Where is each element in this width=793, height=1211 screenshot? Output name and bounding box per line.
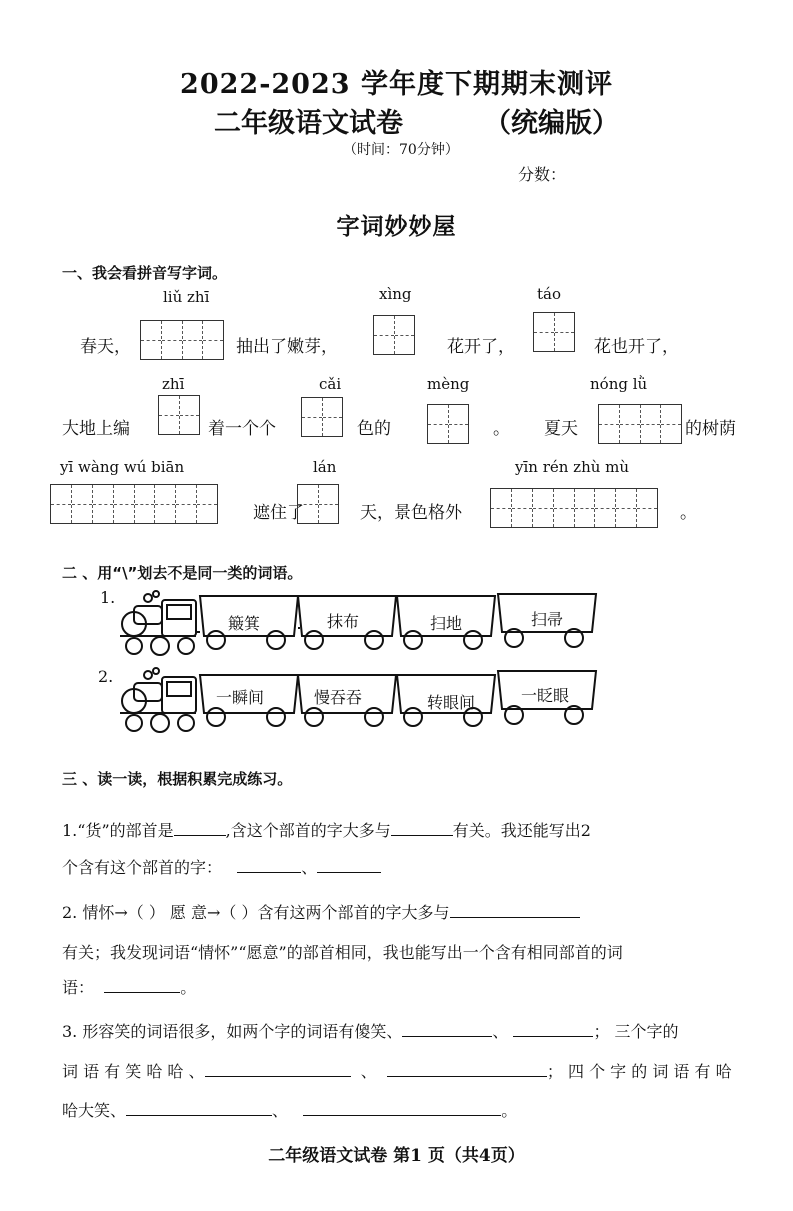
exam-title: 2022-2023 学年度下期期末测评 bbox=[180, 69, 613, 100]
q3-text-a: 3. 形容笑的词语很多，如两个字的词语有傻笑、 bbox=[62, 1022, 403, 1041]
pinyin-yinrenzhumu: yīn rén zhù mù bbox=[515, 458, 630, 476]
score-label: 分数： bbox=[518, 165, 567, 184]
text-earth: 大地上编 bbox=[62, 419, 130, 439]
pinyin-liuzhi: liǔ zhī bbox=[163, 288, 210, 306]
train1-word-3[interactable]: 扫地 bbox=[430, 614, 463, 633]
q3-text-h: 、 bbox=[272, 1101, 289, 1120]
section3-heading: 三 、读一读，根据积累完成练习。 bbox=[62, 770, 293, 788]
train1-word-1[interactable]: 簸箕 bbox=[228, 614, 261, 633]
train2-word-2[interactable]: 慢吞吞 bbox=[314, 688, 363, 707]
text-covered: 遮住了 bbox=[253, 503, 304, 523]
q2-text-a: 2. 情怀→（ ） 愿 意→（ ）含有这两个部首的字大多与 bbox=[62, 903, 450, 922]
text-period1: 。 bbox=[493, 419, 510, 439]
text-also-bloom: 花也开了， bbox=[594, 337, 679, 357]
text-bloom: 花开了， bbox=[447, 337, 515, 357]
answer-box-meng[interactable] bbox=[427, 404, 469, 444]
q3-blank-four-char1[interactable] bbox=[126, 1101, 272, 1116]
train2-number: 2. bbox=[98, 667, 114, 686]
q1-text-b: ,含这个部首的字大多与 bbox=[225, 821, 391, 840]
answer-box-xing[interactable] bbox=[373, 315, 415, 355]
text-summer: 夏天 bbox=[544, 419, 578, 439]
q3-text-d: 词 语 有 笑 哈 哈 、 bbox=[62, 1062, 205, 1081]
q3-blank-two-char1[interactable] bbox=[402, 1022, 492, 1037]
pinyin-nonglv: nóng lǜ bbox=[590, 375, 648, 393]
train1-word-2[interactable]: 抹布 bbox=[327, 612, 360, 631]
question-1-line2 bbox=[62, 855, 381, 878]
text-spring: 春天， bbox=[80, 337, 131, 357]
q3-blank-four-char2[interactable] bbox=[303, 1101, 501, 1116]
q3-text-c: ； 三个字的 bbox=[593, 1022, 679, 1041]
section1-heading: 一、我会看拼音写字词。 bbox=[62, 264, 228, 282]
q1-blank-char2[interactable] bbox=[317, 858, 381, 873]
section-banner: 字词妙妙屋 bbox=[336, 214, 457, 240]
text-scenery: 天，景色格外 bbox=[360, 503, 462, 523]
question-2-line3 bbox=[62, 975, 196, 998]
text-colored: 色的 bbox=[357, 419, 391, 439]
pinyin-cai: cǎi bbox=[319, 375, 342, 393]
q3-text-i: 。 bbox=[501, 1101, 518, 1120]
answer-box-cai[interactable] bbox=[301, 397, 343, 437]
text-sprout: 抽出了嫩芽， bbox=[236, 337, 338, 357]
pinyin-tao: táo bbox=[537, 285, 562, 303]
text-period2: 。 bbox=[680, 503, 697, 523]
q2-blank-related[interactable] bbox=[450, 903, 580, 918]
q3-blank-three-char1[interactable] bbox=[205, 1062, 351, 1077]
text-shade: 的树荫 bbox=[685, 419, 736, 439]
pinyin-lan: lán bbox=[313, 458, 337, 476]
answer-box-tao[interactable] bbox=[533, 312, 575, 352]
question-1-line1 bbox=[62, 818, 591, 841]
q3-text-e: 、 bbox=[360, 1062, 377, 1081]
question-3-line3 bbox=[62, 1098, 517, 1121]
q1-blank-radical[interactable] bbox=[174, 821, 226, 836]
q1-text-a: 1.“货”的部首是 bbox=[62, 821, 174, 840]
pinyin-zhi: zhī bbox=[162, 375, 185, 393]
question-2-line1 bbox=[62, 900, 580, 923]
q1-blank-char1[interactable] bbox=[237, 858, 301, 873]
train1-number: 1. bbox=[100, 588, 116, 607]
answer-box-yiwangwubian[interactable] bbox=[50, 484, 218, 524]
q1-text-c: 有关。我还能写出2 bbox=[452, 821, 591, 840]
question-3-line1 bbox=[62, 1019, 679, 1042]
pinyin-meng: mèng bbox=[427, 375, 470, 393]
train2-word-4[interactable]: 一眨眼 bbox=[521, 686, 570, 705]
train2-word-1[interactable]: 一瞬间 bbox=[216, 688, 265, 707]
exam-time: （时间：70分钟） bbox=[343, 142, 459, 158]
q1-text-e: 、 bbox=[301, 858, 318, 877]
q3-text-g: 哈大笑、 bbox=[62, 1101, 127, 1120]
answer-box-lan[interactable] bbox=[297, 484, 339, 524]
q2-text-d: 。 bbox=[180, 978, 197, 997]
exam-edition: （统编版） bbox=[484, 108, 619, 139]
exam-subtitle: 二年级语文试卷 bbox=[214, 108, 403, 139]
train1-word-4[interactable]: 扫帚 bbox=[531, 610, 564, 629]
answer-box-liuzhi[interactable] bbox=[140, 320, 224, 360]
q1-text-d: 个含有这个部首的字： bbox=[62, 858, 223, 877]
section2-heading: 二 、用“\”划去不是同一类的词语。 bbox=[62, 564, 303, 582]
question-2-line2: 有关；我发现词语“情怀”“愿意”的部首相同，我也能写出一个含有相同部首的词 bbox=[62, 943, 623, 962]
train2-word-3[interactable]: 转眼间 bbox=[427, 693, 476, 712]
q3-blank-two-char2[interactable] bbox=[513, 1022, 593, 1037]
page-footer: 二年级语文试卷 第1 页（共4页） bbox=[268, 1146, 525, 1166]
question-3-line2 bbox=[62, 1059, 732, 1082]
q3-text-f: ； 四 个 字 的 词 语 有 哈 bbox=[546, 1062, 732, 1081]
pinyin-yiwangwubian: yī wàng wú biān bbox=[60, 458, 185, 476]
q2-text-c: 语： bbox=[62, 978, 95, 997]
pinyin-xing: xìng bbox=[379, 285, 412, 303]
q1-blank-related[interactable] bbox=[391, 821, 453, 836]
q3-text-b: 、 bbox=[492, 1022, 509, 1041]
answer-box-yinrenzhumu[interactable] bbox=[490, 488, 658, 528]
q2-blank-word[interactable] bbox=[104, 978, 180, 993]
answer-box-nonglv[interactable] bbox=[598, 404, 682, 444]
q3-blank-three-char2[interactable] bbox=[387, 1062, 547, 1077]
text-weaving: 着一个个 bbox=[208, 419, 276, 439]
answer-box-zhi[interactable] bbox=[158, 395, 200, 435]
